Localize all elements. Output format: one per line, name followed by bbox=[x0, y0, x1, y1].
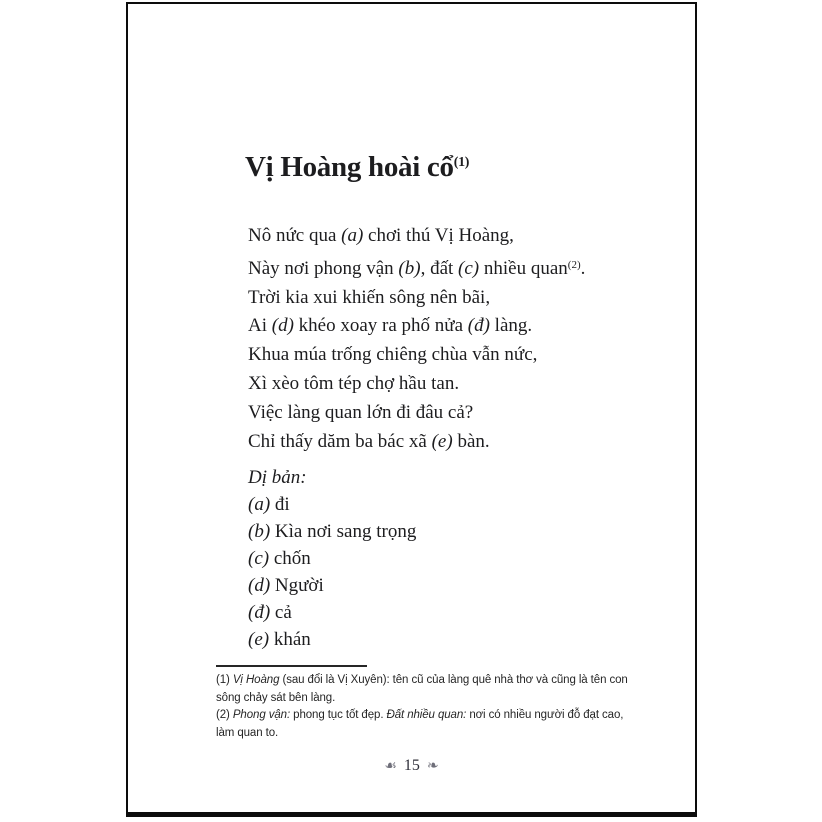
footnotes-text bbox=[216, 672, 628, 742]
variant-item bbox=[248, 491, 416, 518]
text-run: (2) bbox=[567, 258, 581, 271]
fleuron-left-icon: ☙ bbox=[384, 758, 397, 774]
text-run: Trời kia xui khiến sông nên bãi, bbox=[248, 286, 491, 308]
text-run: nơi có nhiều người đỗ đạt cao, bbox=[466, 709, 624, 721]
text-run: Đất nhiều quan: bbox=[386, 709, 467, 721]
text-run: (đ) bbox=[467, 315, 490, 337]
fleuron-right-icon: ❧ bbox=[426, 758, 439, 774]
variant-text: chốn bbox=[269, 548, 311, 569]
poem-line bbox=[248, 251, 585, 284]
text-run: Này nơi phong vận bbox=[248, 257, 399, 279]
text-run: (2) bbox=[216, 709, 233, 721]
footnote-line bbox=[216, 672, 628, 690]
poem-line bbox=[248, 341, 585, 370]
variant-label: (đ) bbox=[248, 602, 271, 623]
text-run: Việc làng quan lớn đi đâu cả? bbox=[248, 401, 474, 423]
page-footer bbox=[128, 756, 695, 776]
variant-text: cả bbox=[270, 602, 292, 623]
text-run: Chỉ thấy dăm ba bác xã bbox=[248, 430, 432, 452]
page-number: 15 bbox=[403, 757, 420, 774]
text-run: . bbox=[580, 257, 586, 279]
variants-heading: Dị bản: bbox=[248, 467, 307, 488]
text-run: làm quan to. bbox=[216, 726, 279, 739]
variant-label: (e) bbox=[248, 629, 270, 650]
variant-text: khán bbox=[269, 629, 311, 650]
text-run: bàn. bbox=[452, 430, 490, 452]
variant-text: đi bbox=[270, 494, 290, 515]
text-run: (d) bbox=[271, 315, 294, 337]
footnote-line bbox=[216, 690, 628, 708]
poem-line bbox=[248, 312, 585, 341]
text-run: chơi thú Vị Hoàng, bbox=[363, 225, 514, 246]
footnotes-section bbox=[216, 659, 628, 742]
variant-item bbox=[248, 518, 416, 545]
book-page bbox=[126, 2, 697, 817]
text-run: Ai bbox=[248, 315, 272, 337]
variant-label: (d) bbox=[248, 575, 271, 596]
variants-section bbox=[248, 464, 416, 653]
text-run: (1) bbox=[216, 674, 233, 686]
poem-line bbox=[248, 284, 585, 313]
poem-body bbox=[248, 222, 585, 456]
variant-item bbox=[248, 572, 416, 599]
text-run: Xì xèo tôm tép chợ hầu tan. bbox=[248, 372, 460, 394]
text-run: khéo xoay ra phố nửa bbox=[293, 315, 468, 337]
text-run: (c) bbox=[458, 257, 480, 279]
text-run: , đất bbox=[420, 257, 459, 279]
footnote-divider bbox=[216, 665, 367, 667]
text-run: Phong vận: bbox=[232, 709, 291, 721]
text-run: Vị Hoàng bbox=[232, 674, 280, 686]
poem-line bbox=[248, 370, 585, 399]
text-run: (b) bbox=[398, 257, 421, 279]
poem-title-text: Vị Hoàng hoài cổ bbox=[245, 151, 454, 184]
variant-text: Kìa nơi sang trọng bbox=[270, 521, 417, 542]
text-run: (sau đổi là Vị Xuyên): tên cũ của làng quê nhà thơ và cũng là tên con bbox=[279, 674, 628, 686]
variant-item bbox=[248, 626, 416, 653]
footnote-line bbox=[216, 707, 628, 725]
poem-line bbox=[248, 399, 585, 428]
title-footnote-ref: (1) bbox=[453, 155, 470, 171]
text-run: nhiều quan bbox=[479, 257, 568, 279]
footnote-line bbox=[216, 725, 628, 743]
variant-item bbox=[248, 545, 416, 572]
text-run: làng. bbox=[489, 315, 533, 337]
variant-text: Người bbox=[270, 575, 324, 596]
text-run: sông chảy sát bên làng. bbox=[216, 691, 336, 704]
variant-label: (c) bbox=[248, 548, 270, 569]
variant-item bbox=[248, 599, 416, 626]
text-run: phong tục tốt đẹp. bbox=[290, 709, 387, 721]
variant-label: (b) bbox=[248, 521, 271, 542]
variants-list bbox=[248, 491, 416, 653]
text-run: (a) bbox=[341, 225, 364, 246]
poem-title bbox=[245, 151, 469, 184]
poem-line bbox=[248, 222, 585, 251]
text-run: Khua múa trống chiêng chùa vẫn nức, bbox=[248, 344, 538, 366]
text-run: Nô nức qua bbox=[248, 225, 342, 246]
text-run: (e) bbox=[431, 430, 453, 452]
poem-line bbox=[248, 428, 585, 457]
variant-label: (a) bbox=[248, 494, 271, 515]
